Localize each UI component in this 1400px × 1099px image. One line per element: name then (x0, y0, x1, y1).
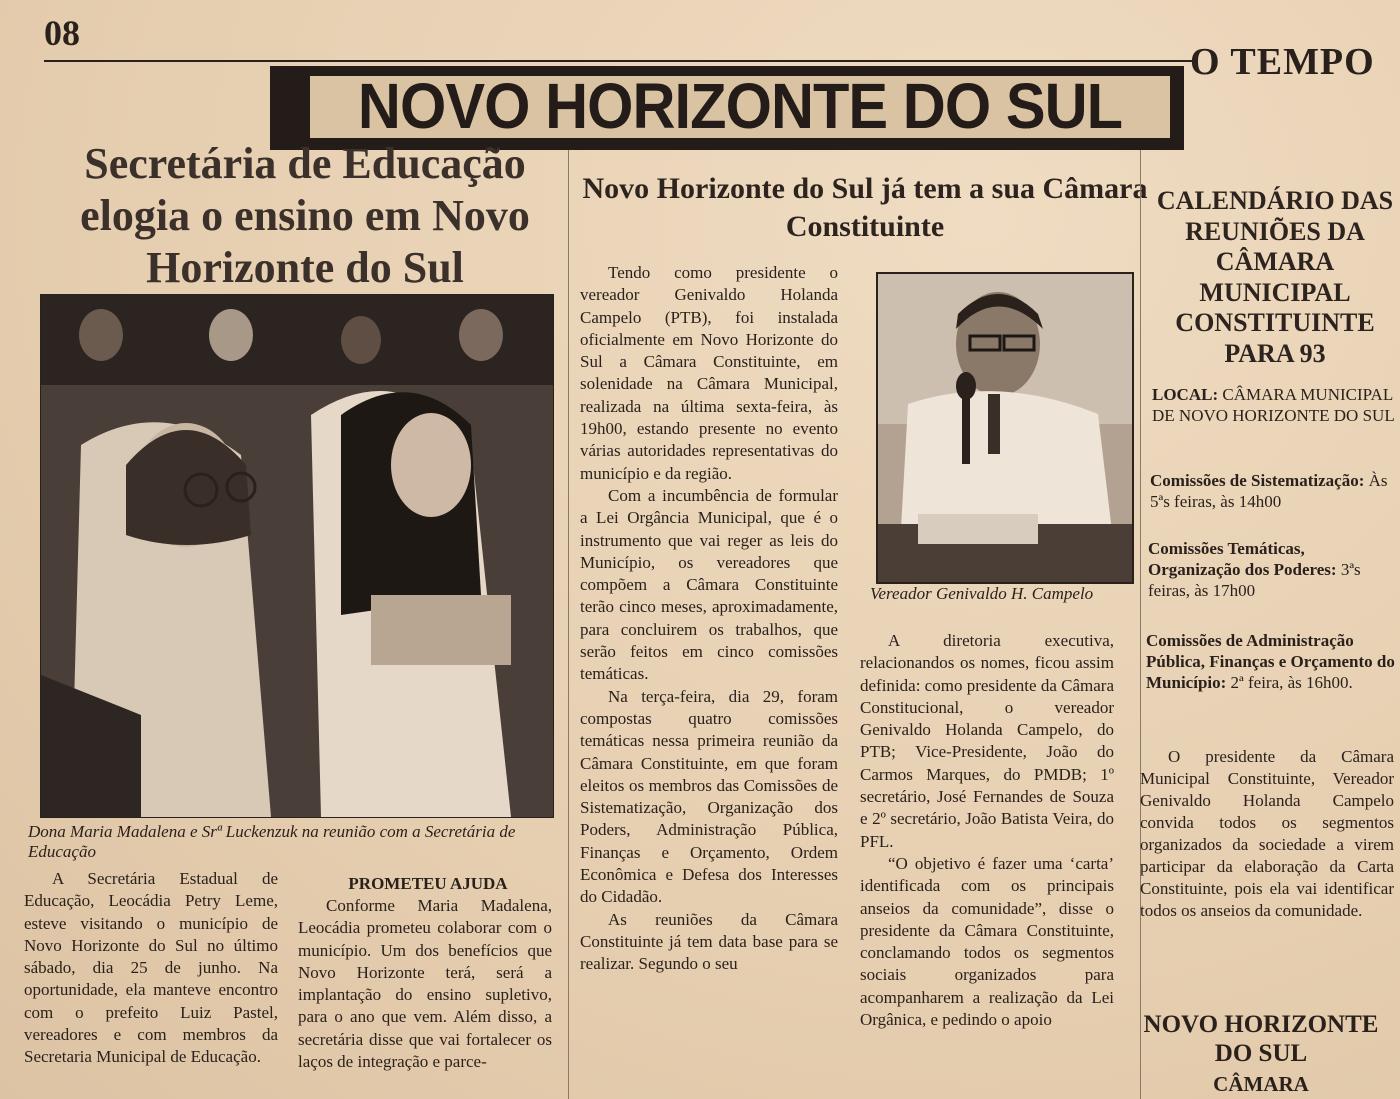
article2-paragraph: Com a incumbência de formular a Lei Orgância Municipal, que é o instrumento que vai reger as leis do Município, os vereadores que compõem a Câmara Constituinte terão cinco meses, aproximadamente, para concluirem os trabalhos, que serão feitos em cinco comissões temáticas. (580, 485, 838, 684)
calendar-item-text: Às 5ªs feiras, às 14h00 (1150, 471, 1388, 511)
footer-title: NOVO HORIZONTE DO SUL (1143, 1011, 1379, 1067)
article1-paragraph: A Secretária Estadual de Educação, Leocádia Petry Leme, esteve visitando o município de Novo Horizonte do Sul no último sábado, dia 25 de junho. Na oportunidade, ela manteve encontro com o prefeito Luiz Pastel, vereadores e com membros da Secretaria Municipal de Educação. (24, 869, 278, 1067)
calendar-item-text: 3ªs feiras, às 17h00 (1148, 560, 1361, 600)
article1-caption: Dona Maria Madalena e Srª Luckenzuk na reunião com a Secretária de Educação (28, 822, 516, 861)
photo-illustration (41, 295, 553, 817)
article2-headline: Novo Horizonte do Sul já tem a sua Câmara Constituinte (582, 172, 1148, 243)
photo-illustration (878, 274, 1132, 582)
calendar-closing (1140, 746, 1394, 922)
article2-column1 (580, 262, 838, 976)
column-divider (1140, 150, 1141, 1099)
article1-column2 (298, 895, 552, 1073)
calendar-item-label: Comissões Temáticas, Organização dos Poderes: (1148, 539, 1337, 579)
section-title: NOVO HORIZONTE DO SUL (357, 70, 1123, 142)
calendar-item (1146, 630, 1398, 693)
article2-photo-caption: Vereador Genivaldo H. Campelo (870, 584, 1094, 603)
column-divider (568, 150, 569, 1099)
article2-column2 (860, 630, 1114, 1031)
article1-paragraph: Conforme Maria Madalena, Leocádia prometeu colaborar com o município. Um dos benefícios que Novo Horizonte terá, será a implantação do ensino supletivo, para o ano que vem. Além disso, a secretária disse que vai fortalecer os laços de integração e parce- (298, 896, 552, 1072)
top-rule (44, 60, 1194, 62)
article2-paragraph: A diretoria executiva, relacionandos os nomes, ficou assim definida: como presidente da Câmara Constitucional, o vereador Genivaldo Holanda Campelo, do PTB; Vice-Presidente, João do Carmos Marques, do PMDB; 1º secretário, José Fernandes de Souza e 2º secretário, João Batista Veira, do PFL. (860, 631, 1114, 851)
calendar-item-label: Comissões de Sistematização: (1150, 471, 1365, 490)
page-number: 08 (44, 13, 80, 53)
article1-photo (40, 294, 554, 818)
article1-column1 (24, 868, 278, 1069)
calendar-closing-paragraph: O presidente da Câmara Municipal Constituinte, Vereador Genivaldo Holanda Campelo convida todos os segmentos organizados da sociedade a virem participar da elaboração da Carta Constituinte, pois ela vai identificar todos os anseios da comunidade. (1140, 747, 1394, 920)
calendar-item (1148, 538, 1398, 601)
calendar-item-text: 2ª feira, às 16h00. (1230, 673, 1353, 692)
article1-subhead: PROMETEU AJUDA (348, 874, 508, 893)
calendar-item (1150, 470, 1398, 512)
newspaper-name: O TEMPO (1190, 41, 1375, 83)
calendar-location (1152, 384, 1396, 426)
calendar-title: CALENDÁRIO DAS REUNIÕES DA CÂMARA MUNICIPAL CONSTITUINTE PARA 93 (1156, 186, 1394, 368)
article2-paragraph: “O objetivo é fazer uma ‘carta’ identificada com os principais anseios da comunidade”, disse o presidente da Câmara Constituinte, conclamando todos os segmentos sociais organizados para acompanharem a realização da Lei Orgânica, e pedindo o apoio (860, 853, 1114, 1030)
article2-paragraph: As reuniões da Câmara Constituinte já tem data base para se realizar. Segundo o seu (580, 909, 838, 974)
article2-paragraph: Tendo como presidente o vereador Genivaldo Holanda Campelo (PTB), foi instalada oficialmente em Novo Horizonte do Sul a Câmara Constituinte, em solenidade na Câmara Municipal, realizada na última sexta-feira, às 19h00, estando presente no evento várias autoridades representativas do município e da região. (580, 263, 838, 483)
article1-headline: Secretária de Educação elogia o ensino em Novo Horizonte do Sul (80, 139, 530, 292)
calendar-item-label: Comissões de Administração Pública, Finanças e Orçamento do Município: (1146, 631, 1395, 692)
article2-photo (876, 272, 1134, 584)
footer-subtitle: CÂMARA (1213, 1072, 1309, 1096)
calendar-location-text: CÂMARA MUNICIPAL DE NOVO HORIZONTE DO SUL (1152, 385, 1395, 425)
article2-paragraph: Na terça-feira, dia 29, foram compostas quatro comissões temáticas nessa primeira reunião da Câmara Constituinte, em que foram eleitos os membros das Comissões de Sistematização, Organização dos Poders, Administração Pública, Finanças e Orçamento, Ordem Econômica e Defesa dos Interesses do Cidadão. (580, 686, 838, 907)
calendar-location-label: LOCAL: (1152, 385, 1219, 404)
